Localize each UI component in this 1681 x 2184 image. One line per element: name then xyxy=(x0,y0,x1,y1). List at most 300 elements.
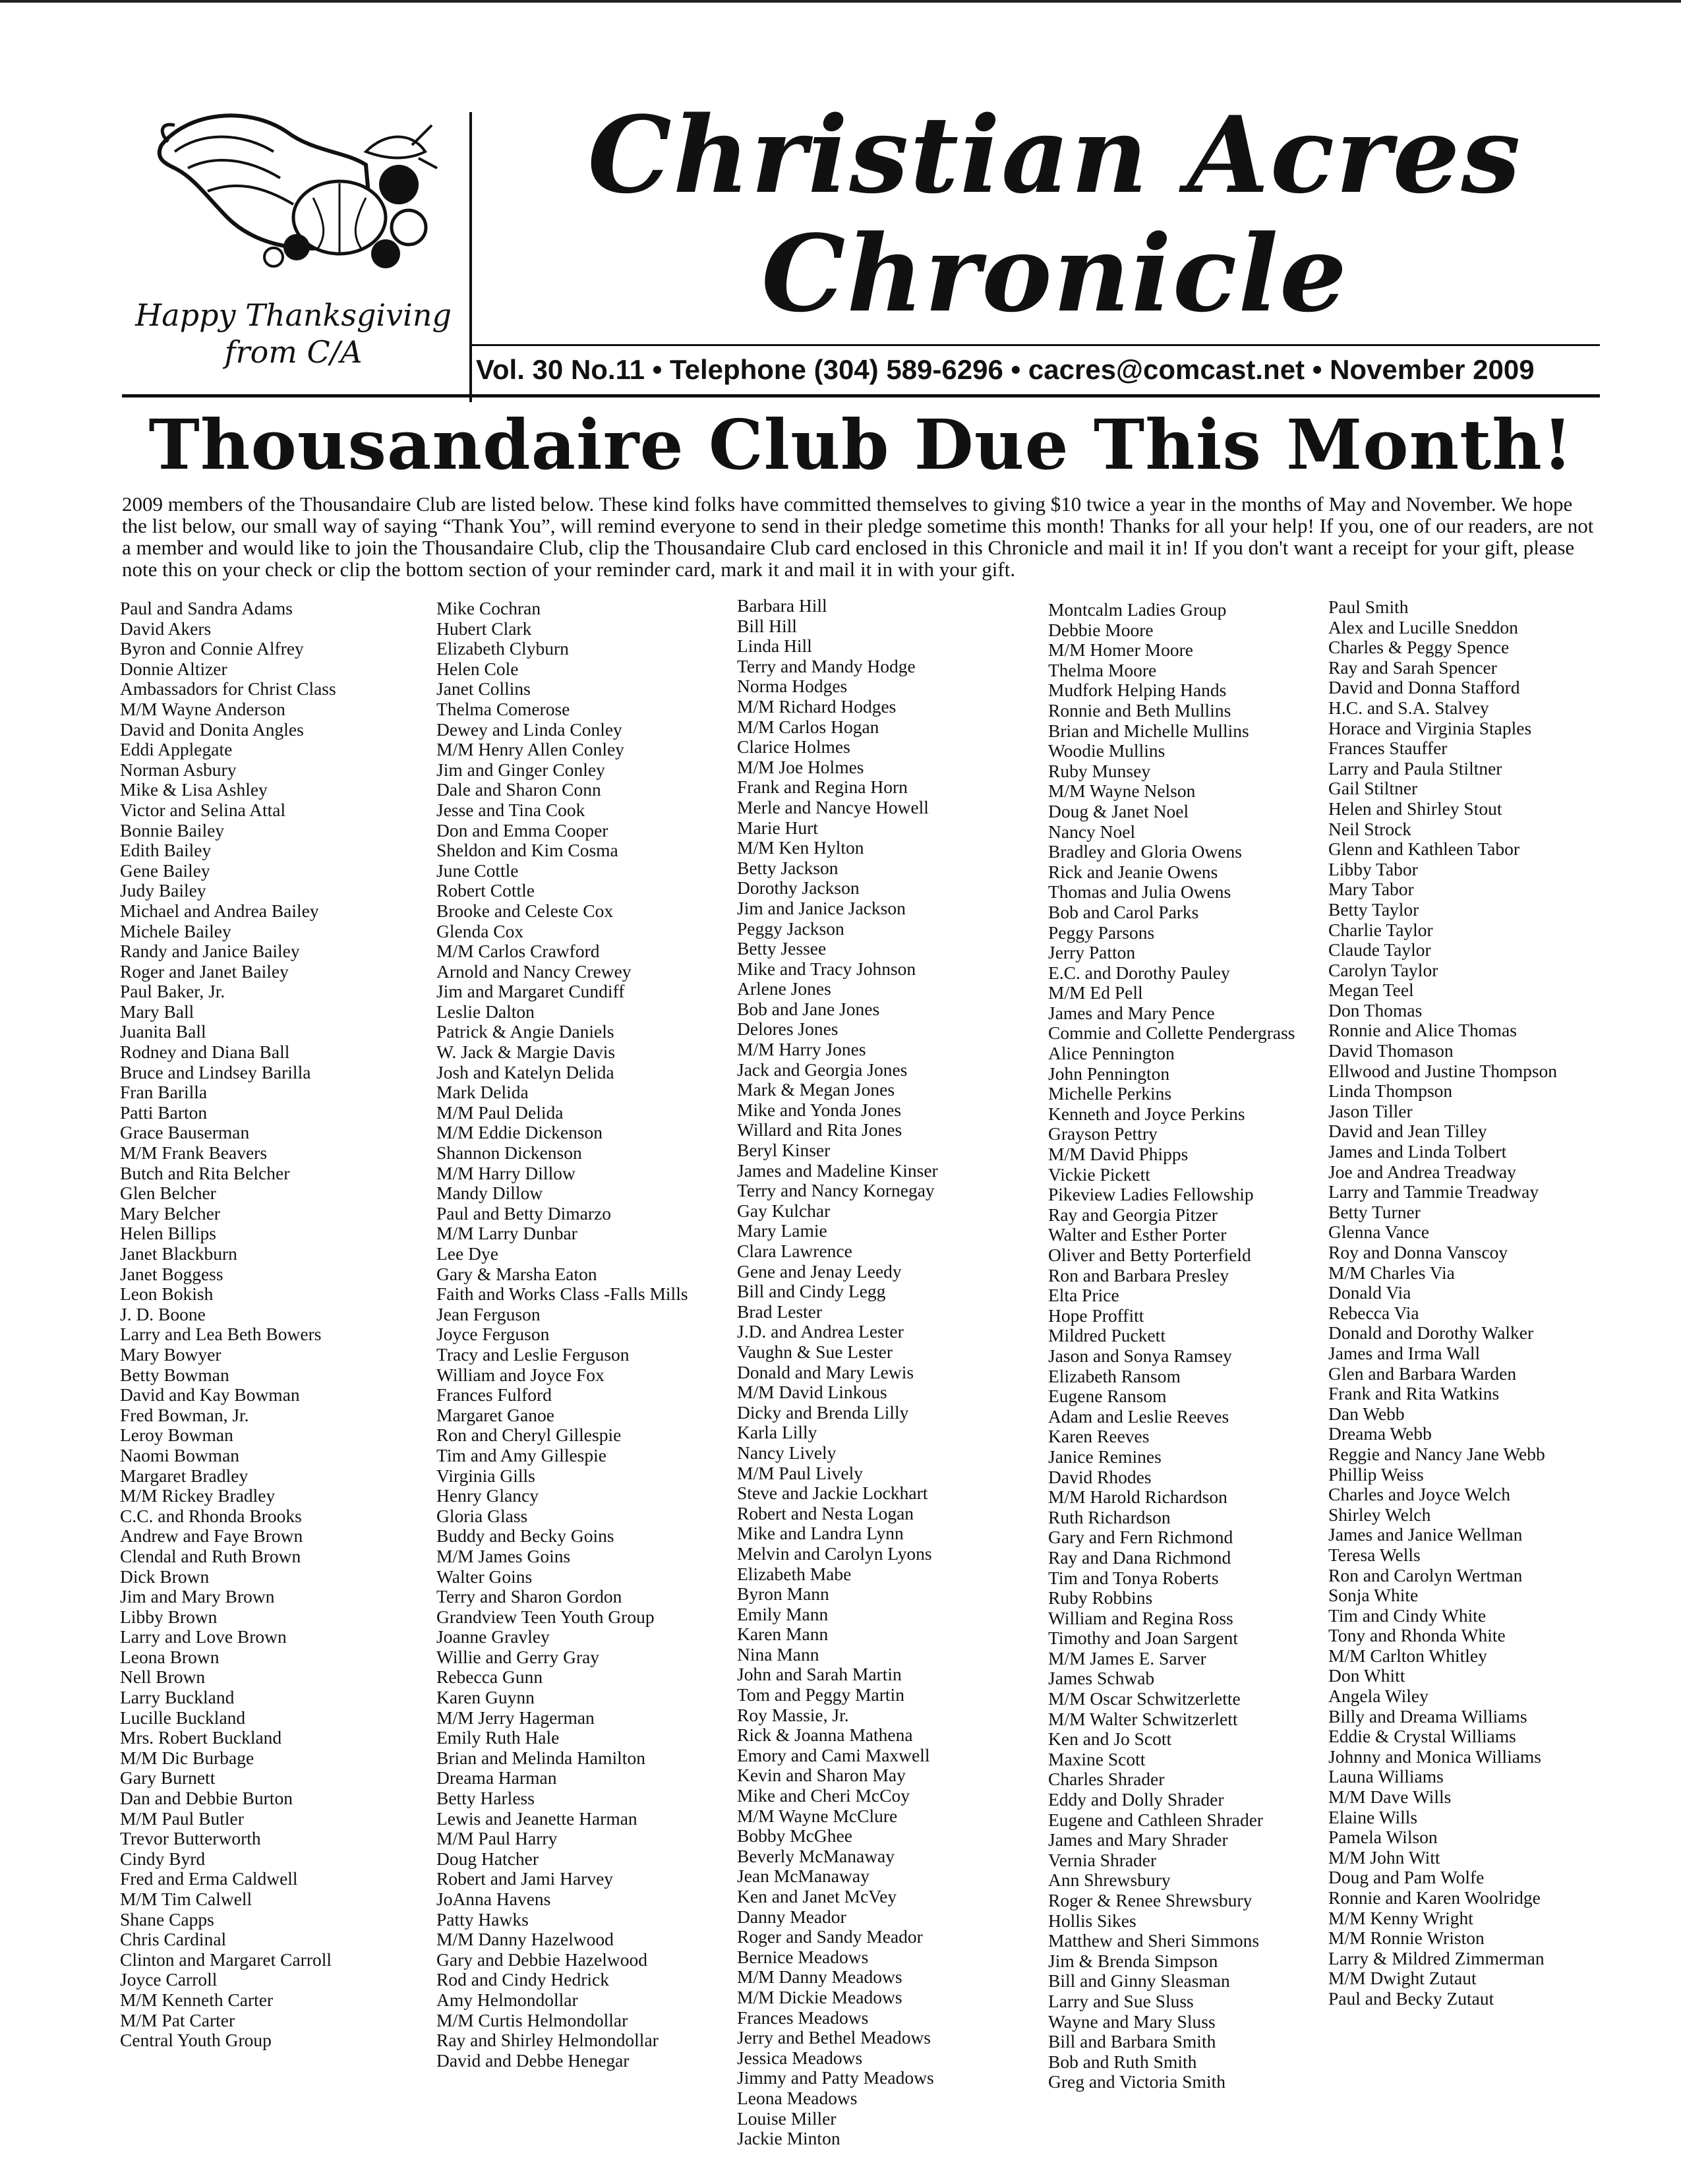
title-line-1: Christian Acres xyxy=(587,93,1522,217)
member-name: Mike and Tracy Johnson xyxy=(737,958,916,979)
member-name: Bill and Barbara Smith xyxy=(1048,2031,1216,2052)
member-name: Dewey and Linda Conley xyxy=(436,719,622,740)
member-name: Jim and Ginger Conley xyxy=(436,759,605,780)
member-name: Nancy Lively xyxy=(737,1442,837,1463)
member-name: Leroy Bowman xyxy=(120,1425,233,1446)
member-name: Sonja White xyxy=(1328,1585,1419,1606)
member-name: M/M Homer Moore xyxy=(1048,639,1193,661)
member-name: Frank and Rita Watkins xyxy=(1328,1383,1500,1404)
member-name: M/M David Linkous xyxy=(737,1382,887,1403)
member-name: Mike and Landra Lynn xyxy=(737,1523,904,1544)
member-name: Dan Webb xyxy=(1328,1403,1405,1424)
member-name: Doug Hatcher xyxy=(436,1848,539,1869)
member-name: M/M Harold Richardson xyxy=(1048,1487,1227,1508)
member-name: Lee Dye xyxy=(436,1243,498,1264)
member-name: JoAnna Havens xyxy=(436,1889,551,1909)
member-name: M/M Tim Calwell xyxy=(120,1889,252,1909)
member-name: Paul and Betty Dimarzo xyxy=(436,1202,612,1224)
member-name: Shane Capps xyxy=(120,1908,214,1930)
member-name: Emily Ruth Hale xyxy=(436,1727,560,1748)
member-name: Betty Jackson xyxy=(737,857,839,878)
member-name: Hubert Clark xyxy=(436,618,532,639)
member-name: Mary Lamie xyxy=(737,1220,827,1241)
member-name: M/M Kenny Wright xyxy=(1328,1907,1473,1928)
member-name: E.C. and Dorothy Pauley xyxy=(1048,962,1230,983)
member-name: W. Jack & Margie Davis xyxy=(436,1042,616,1063)
member-name: Josh and Katelyn Delida xyxy=(436,1061,614,1082)
member-name: Greg and Victoria Smith xyxy=(1048,2071,1225,2092)
member-name: Elizabeth Mabe xyxy=(737,1563,852,1584)
member-name: Bob and Ruth Smith xyxy=(1048,2051,1197,2072)
member-name: Norman Asbury xyxy=(120,759,237,780)
member-name: David Thomason xyxy=(1328,1040,1454,1061)
member-name: Ray and Sarah Spencer xyxy=(1328,657,1497,678)
member-name: Betty Harless xyxy=(436,1788,535,1809)
member-name: Linda Thompson xyxy=(1328,1080,1453,1102)
member-name: Helen Cole xyxy=(436,658,519,679)
member-name: David and Kay Bowman xyxy=(120,1384,300,1405)
member-name: Norma Hodges xyxy=(737,676,848,697)
member-name: M/M Harry Jones xyxy=(737,1039,866,1060)
member-name: Glen Belcher xyxy=(120,1183,216,1204)
member-name: Larry and Tammie Treadway xyxy=(1328,1181,1539,1202)
member-name: Don and Emma Cooper xyxy=(436,819,608,841)
member-name: Grayson Pettry xyxy=(1048,1123,1158,1144)
member-name: Eugene and Cathleen Shrader xyxy=(1048,1809,1264,1830)
member-name: Jim and Janice Jackson xyxy=(737,897,906,918)
member-name: Virginia Gills xyxy=(436,1465,535,1486)
member-name: Ken and Janet McVey xyxy=(737,1886,897,1906)
member-name: Lucille Buckland xyxy=(120,1707,246,1728)
member-name: Rod and Cindy Hedrick xyxy=(436,1969,609,1990)
member-name: Robert Cottle xyxy=(436,880,535,901)
masthead-logo-block xyxy=(122,99,465,382)
member-name: Kenneth and Joyce Perkins xyxy=(1048,1103,1245,1124)
member-name: M/M Larry Dunbar xyxy=(436,1223,577,1244)
volume-info-line: Vol. 30 No.11 • Telephone (304) 589-6296 • cacres@comcast.net • November 2009 xyxy=(476,354,1535,385)
member-name: Donnie Altizer xyxy=(120,658,227,679)
member-name: M/M Wayne Anderson xyxy=(120,698,285,719)
member-name: Chris Cardinal xyxy=(120,1929,227,1950)
member-name: Ambassadors for Christ Class xyxy=(120,678,336,699)
member-name: Robert and Jami Harvey xyxy=(436,1868,614,1889)
member-name: Mike & Lisa Ashley xyxy=(120,779,268,800)
member-name: Danny Meador xyxy=(737,1906,846,1927)
member-name: Fran Barilla xyxy=(120,1082,208,1103)
member-name: Kevin and Sharon May xyxy=(737,1765,906,1786)
member-name: M/M Eddie Dickenson xyxy=(436,1122,603,1143)
member-name: Michael and Andrea Bailey xyxy=(120,900,319,921)
member-name: Roy Massie, Jr. xyxy=(737,1704,849,1725)
member-name: Glenna Vance xyxy=(1328,1222,1429,1243)
member-name: Cindy Byrd xyxy=(120,1848,206,1869)
member-name: Ray and Shirley Helmondollar xyxy=(436,2030,659,2051)
member-name: Steve and Jackie Lockhart xyxy=(737,1483,928,1504)
member-name: Grace Bauserman xyxy=(120,1122,250,1143)
member-name: Joyce Ferguson xyxy=(436,1324,550,1345)
member-name: Fred and Erma Caldwell xyxy=(120,1868,298,1889)
member-name: Gary and Debbie Hazelwood xyxy=(436,1949,647,1970)
member-name: M/M David Phipps xyxy=(1048,1144,1189,1165)
member-name: James and Janice Wellman xyxy=(1328,1524,1523,1545)
member-name: Nell Brown xyxy=(120,1667,206,1688)
member-name: M/M Richard Hodges xyxy=(737,695,897,717)
member-name: Ruby Robbins xyxy=(1048,1587,1153,1608)
member-name: Libby Brown xyxy=(120,1606,218,1627)
member-name: Leona Brown xyxy=(120,1646,220,1667)
member-name: Tracy and Leslie Ferguson xyxy=(436,1343,630,1365)
member-name: Joanne Gravley xyxy=(436,1626,550,1647)
member-name: Arnold and Nancy Crewey xyxy=(436,960,632,982)
member-name: Brian and Melinda Hamilton xyxy=(436,1747,645,1768)
member-name: Randy and Janice Bailey xyxy=(120,941,300,962)
member-name: M/M Ronnie Wriston xyxy=(1328,1928,1485,1949)
member-name: Merle and Nancye Howell xyxy=(737,796,929,817)
member-name: Bob and Carol Parks xyxy=(1048,901,1199,922)
member-name: Mike and Cheri McCoy xyxy=(737,1785,910,1806)
member-name: Janet Collins xyxy=(436,678,531,699)
member-name: Ron and Barbara Presley xyxy=(1048,1264,1229,1285)
member-name: Clendal and Ruth Brown xyxy=(120,1545,301,1566)
member-name: Victor and Selina Attal xyxy=(120,799,286,820)
member-name: Bill and Cindy Legg xyxy=(737,1281,886,1302)
member-name: Tony and Rhonda White xyxy=(1328,1625,1506,1646)
member-name: David Rhodes xyxy=(1048,1466,1152,1487)
member-name: Brian and Michelle Mullins xyxy=(1048,720,1249,741)
member-name: Grandview Teen Youth Group xyxy=(436,1606,655,1627)
member-name: Adam and Leslie Reeves xyxy=(1048,1405,1229,1427)
member-name: Larry & Mildred Zimmerman xyxy=(1328,1947,1545,1968)
member-name: Roy and Donna Vanscoy xyxy=(1328,1242,1508,1262)
member-name: Henry Glancy xyxy=(436,1485,539,1506)
member-name: Peggy Parsons xyxy=(1048,922,1155,943)
member-name: Mildred Puckett xyxy=(1048,1325,1165,1346)
member-name: David and Jean Tilley xyxy=(1328,1121,1487,1142)
member-name: Tim and Amy Gillespie xyxy=(436,1444,606,1465)
member-name: M/M Wayne McClure xyxy=(737,1805,898,1826)
member-name: Thelma Moore xyxy=(1048,659,1157,680)
member-name: Bob and Jane Jones xyxy=(737,998,880,1019)
member-name: Edith Bailey xyxy=(120,840,212,861)
member-name: Shannon Dickenson xyxy=(436,1142,582,1164)
member-name: M/M Frank Beavers xyxy=(120,1142,268,1164)
member-name: M/M Ken Hylton xyxy=(737,837,864,858)
member-name: Don Whitt xyxy=(1328,1665,1405,1686)
member-name: Mandy Dillow xyxy=(436,1183,543,1204)
member-name: Jason and Sonya Ramsey xyxy=(1048,1345,1232,1366)
member-name: M/M Dickie Meadows xyxy=(737,1986,902,2007)
member-name: Angela Wiley xyxy=(1328,1686,1429,1707)
greeting-line-2: from C/A xyxy=(224,334,363,370)
member-name: Neil Strock xyxy=(1328,818,1412,839)
member-name: James and Mary Pence xyxy=(1048,1002,1215,1023)
member-name: Charlie Taylor xyxy=(1328,919,1433,940)
member-name: Roger and Sandy Meador xyxy=(737,1926,923,1947)
member-name: Arlene Jones xyxy=(737,978,831,999)
member-name: Teresa Wells xyxy=(1328,1544,1421,1565)
member-name: Pikeview Ladies Fellowship xyxy=(1048,1184,1254,1205)
member-name: Margaret Bradley xyxy=(120,1465,249,1486)
member-name: Claude Taylor xyxy=(1328,939,1431,960)
member-name: Betty Jessee xyxy=(737,938,827,959)
member-name: Faith and Works Class -Falls Mills xyxy=(436,1284,688,1305)
member-name: Leslie Dalton xyxy=(436,1001,535,1022)
member-name: Betty Turner xyxy=(1328,1201,1421,1222)
member-name: Reggie and Nancy Jane Webb xyxy=(1328,1443,1545,1464)
member-name: H.C. and S.A. Stalvey xyxy=(1328,697,1489,718)
member-name: Doug and Pam Wolfe xyxy=(1328,1867,1485,1888)
member-name: Gloria Glass xyxy=(436,1505,528,1526)
member-name: Frank and Regina Horn xyxy=(737,777,908,798)
member-name: John Pennington xyxy=(1048,1063,1170,1084)
member-name: M/M Carlos Crawford xyxy=(436,941,600,962)
member-name: Nina Mann xyxy=(737,1643,819,1665)
member-name: Doug & Janet Noel xyxy=(1048,800,1189,821)
member-name: Gene and Jenay Leedy xyxy=(737,1260,902,1282)
member-name: Billy and Dreama Williams xyxy=(1328,1705,1527,1727)
member-name: Montcalm Ladies Group xyxy=(1048,599,1227,620)
member-name: Jean McManaway xyxy=(737,1866,870,1887)
member-name: Margaret Ganoe xyxy=(436,1404,554,1425)
member-name: Horace and Virginia Staples xyxy=(1328,717,1532,738)
member-name: Debbie Moore xyxy=(1048,619,1154,640)
member-name: Beverly McManaway xyxy=(737,1845,895,1866)
member-name: Bernice Meadows xyxy=(737,1946,869,1967)
member-name: Gary & Marsha Eaton xyxy=(436,1263,597,1284)
masthead-rule-lower xyxy=(122,394,1600,398)
member-name: Larry and Sue Sluss xyxy=(1048,1990,1194,2011)
member-name: Melvin and Carolyn Lyons xyxy=(737,1543,932,1564)
member-name: Leona Meadows xyxy=(737,2087,858,2108)
member-name: Johnny and Monica Williams xyxy=(1328,1746,1542,1767)
member-name: Launa Williams xyxy=(1328,1766,1444,1787)
member-name: Rick & Joanna Mathena xyxy=(737,1725,913,1746)
member-name: Wayne and Mary Sluss xyxy=(1048,2011,1216,2032)
member-name: Amy Helmondollar xyxy=(436,1989,578,2010)
member-name: Hope Proffitt xyxy=(1048,1305,1144,1326)
member-name: Paul Smith xyxy=(1328,597,1409,617)
title-line-2: Chronicle xyxy=(761,212,1348,336)
member-name: Mary Tabor xyxy=(1328,879,1414,900)
member-name: Helen and Shirley Stout xyxy=(1328,798,1502,819)
member-name: Matthew and Sheri Simmons xyxy=(1048,1930,1260,1951)
member-name: Nancy Noel xyxy=(1048,821,1136,842)
member-name: Willard and Rita Jones xyxy=(737,1119,902,1140)
member-name: Ann Shrewsbury xyxy=(1048,1870,1171,1891)
member-name: Paul and Sandra Adams xyxy=(120,598,293,618)
thanksgiving-greeting xyxy=(122,297,465,370)
member-name: M/M Joe Holmes xyxy=(737,756,864,777)
member-name: Byron Mann xyxy=(737,1583,829,1605)
member-name: Charles Shrader xyxy=(1048,1769,1165,1790)
member-name: Dicky and Brenda Lilly xyxy=(737,1402,909,1423)
member-name: Frances Meadows xyxy=(737,2007,869,2028)
member-name: M/M Paul Harry xyxy=(436,1828,558,1849)
member-name: Michele Bailey xyxy=(120,920,231,941)
member-name: Terry and Mandy Hodge xyxy=(737,655,916,676)
member-name: William and Regina Ross xyxy=(1048,1607,1233,1628)
member-name: Bill and Ginny Sleasman xyxy=(1048,1970,1230,1992)
member-name: M/M James E. Sarver xyxy=(1048,1647,1206,1668)
member-name: M/M Jerry Hagerman xyxy=(436,1707,595,1728)
member-name: Mary Ball xyxy=(120,1001,194,1022)
member-name: Clarice Holmes xyxy=(737,736,850,757)
member-name: Dick Brown xyxy=(120,1566,210,1587)
headline: Thousandaire Club Due This Month! xyxy=(148,404,1574,485)
member-name: Helen Billips xyxy=(120,1223,216,1244)
member-name: C.C. and Rhonda Brooks xyxy=(120,1505,302,1526)
member-name: Eddy and Dolly Shrader xyxy=(1048,1789,1224,1810)
member-name: Frances Fulford xyxy=(436,1384,552,1405)
member-name: M/M Pat Carter xyxy=(120,2009,235,2030)
member-name: Fred Bowman, Jr. xyxy=(120,1404,249,1425)
member-name: Elizabeth Ransom xyxy=(1048,1365,1181,1386)
member-name: Tim and Cindy White xyxy=(1328,1605,1487,1626)
member-name: M/M Henry Allen Conley xyxy=(436,739,624,760)
member-name: M/M James Goins xyxy=(436,1545,571,1566)
member-name: Naomi Bowman xyxy=(120,1444,240,1465)
member-name: M/M Dwight Zutaut xyxy=(1328,1968,1477,1989)
member-name: David Akers xyxy=(120,618,212,639)
member-name: Woodie Mullins xyxy=(1048,740,1165,761)
member-name: M/M Ed Pell xyxy=(1048,982,1143,1003)
member-name: Ray and Georgia Pitzer xyxy=(1048,1204,1218,1225)
member-name: M/M Walter Schwitzerlett xyxy=(1048,1708,1238,1729)
member-name: Andrew and Faye Brown xyxy=(120,1525,303,1547)
member-name: Terry and Sharon Gordon xyxy=(436,1586,622,1607)
member-name: Butch and Rita Belcher xyxy=(120,1162,290,1183)
member-name: Jim & Brenda Simpson xyxy=(1048,1950,1218,1971)
member-name: Dorothy Jackson xyxy=(737,877,860,899)
member-name: Mary Bowyer xyxy=(120,1343,221,1365)
member-name: Emily Mann xyxy=(737,1603,829,1624)
member-name: Oliver and Betty Porterfield xyxy=(1048,1245,1251,1265)
member-name: M/M John Witt xyxy=(1328,1846,1440,1868)
member-name: Walter and Esther Porter xyxy=(1048,1224,1227,1245)
member-name: Hollis Sikes xyxy=(1048,1910,1136,1931)
member-name: Charles & Peggy Spence xyxy=(1328,637,1510,658)
member-name: Jimmy and Patty Meadows xyxy=(737,2067,934,2088)
member-name: Jerry Patton xyxy=(1048,942,1136,963)
member-column-4 xyxy=(1048,600,1295,2092)
member-name: Megan Teel xyxy=(1328,980,1414,1001)
member-name: Ronnie and Karen Woolridge xyxy=(1328,1887,1541,1908)
member-name: James and Madeline Kinser xyxy=(737,1160,938,1181)
member-name: Bonnie Bailey xyxy=(120,819,225,841)
member-name: Delores Jones xyxy=(737,1018,839,1040)
member-name: Dan and Debbie Burton xyxy=(120,1788,293,1809)
member-name: M/M Dic Burbage xyxy=(120,1747,254,1768)
member-name: M/M Carlton Whitley xyxy=(1328,1645,1487,1666)
member-name: Dale and Sharon Conn xyxy=(436,779,601,800)
member-name: Tim and Tonya Roberts xyxy=(1048,1567,1219,1588)
member-name: Vernia Shrader xyxy=(1048,1849,1157,1870)
member-name: Larry and Love Brown xyxy=(120,1626,287,1647)
member-name: Gene Bailey xyxy=(120,860,210,881)
member-name: Ruth Richardson xyxy=(1048,1506,1171,1527)
member-name: M/M Dave Wills xyxy=(1328,1786,1452,1808)
member-name: Carolyn Taylor xyxy=(1328,959,1438,980)
member-name: M/M Kenneth Carter xyxy=(120,1989,274,2010)
member-name: Linda Hill xyxy=(737,635,812,657)
member-name: Byron and Connie Alfrey xyxy=(120,638,304,659)
member-name: Louise Miller xyxy=(737,2108,837,2129)
member-name: M/M Oscar Schwitzerlette xyxy=(1048,1688,1241,1709)
member-name: Joe and Andrea Treadway xyxy=(1328,1161,1516,1182)
member-name: Clinton and Margaret Carroll xyxy=(120,1949,332,1970)
member-name: Marie Hurt xyxy=(737,817,818,838)
member-name: Commie and Collette Pendergrass xyxy=(1048,1022,1295,1044)
member-name: Roger & Renee Shrewsbury xyxy=(1048,1890,1253,1910)
member-name: Ken and Jo Scott xyxy=(1048,1728,1172,1750)
member-name: M/M Rickey Bradley xyxy=(120,1485,276,1506)
member-name: Buddy and Becky Goins xyxy=(436,1525,614,1547)
member-name: Lewis and Jeanette Harman xyxy=(436,1808,637,1829)
member-name: Glen and Barbara Warden xyxy=(1328,1363,1517,1384)
member-name: Ron and Cheryl Gillespie xyxy=(436,1425,622,1446)
member-name: Glenn and Kathleen Tabor xyxy=(1328,839,1520,860)
member-name: Karen Mann xyxy=(737,1624,829,1645)
member-name: Bobby McGhee xyxy=(737,1825,852,1846)
member-name: Terry and Nancy Kornegay xyxy=(737,1180,935,1201)
member-name: Gail Stiltner xyxy=(1328,778,1418,799)
masthead-rule-upper xyxy=(469,344,1600,346)
member-name: Betty Bowman xyxy=(120,1364,229,1385)
member-name: M/M Paul Lively xyxy=(737,1462,863,1483)
masthead-vertical-rule xyxy=(469,112,472,402)
member-name: Elaine Wills xyxy=(1328,1806,1418,1827)
greeting-line-1: Happy Thanksgiving xyxy=(135,297,452,333)
member-name: Jim and Margaret Cundiff xyxy=(436,981,625,1002)
member-name: Karla Lilly xyxy=(737,1422,817,1443)
member-name: Ray and Dana Richmond xyxy=(1048,1547,1231,1568)
member-name: Patti Barton xyxy=(120,1102,208,1123)
member-name: Betty Taylor xyxy=(1328,899,1419,920)
member-name: Jesse and Tina Cook xyxy=(436,799,585,820)
member-name: M/M Charles Via xyxy=(1328,1262,1455,1283)
member-name: Rick and Jeanie Owens xyxy=(1048,861,1218,882)
member-name: Vaughn & Sue Lester xyxy=(737,1341,893,1362)
member-name: M/M Paul Butler xyxy=(120,1808,244,1829)
member-name: Larry and Paula Stiltner xyxy=(1328,757,1502,779)
member-column-3 xyxy=(737,596,938,2149)
member-name: Brad Lester xyxy=(737,1301,823,1322)
member-name: Frances Stauffer xyxy=(1328,738,1448,759)
member-name: Rebecca Gunn xyxy=(436,1667,543,1688)
member-name: M/M Wayne Nelson xyxy=(1048,781,1196,802)
member-name: Alex and Lucille Sneddon xyxy=(1328,616,1518,637)
member-name: June Cottle xyxy=(436,860,519,881)
member-name: Glenda Cox xyxy=(436,920,524,941)
member-name: Barbara Hill xyxy=(737,595,827,616)
member-name: Libby Tabor xyxy=(1328,858,1418,879)
member-name: Thelma Comerose xyxy=(436,698,570,719)
member-name: J.D. and Andrea Lester xyxy=(737,1321,904,1342)
member-name: Joyce Carroll xyxy=(120,1969,218,1990)
member-name: Ron and Carolyn Wertman xyxy=(1328,1564,1523,1585)
member-name: Shirley Welch xyxy=(1328,1504,1431,1525)
member-column-2 xyxy=(436,599,688,2071)
member-name: Trevor Butterworth xyxy=(120,1828,261,1849)
member-name: Jim and Mary Brown xyxy=(120,1586,275,1607)
member-name: John and Sarah Martin xyxy=(737,1664,902,1685)
cornucopia-icon xyxy=(148,105,438,283)
member-name: Charles and Joyce Welch xyxy=(1328,1484,1511,1505)
member-name: Eugene Ransom xyxy=(1048,1386,1167,1407)
newsletter-title xyxy=(501,93,1608,336)
member-name: Elta Price xyxy=(1048,1285,1119,1306)
member-name: Juanita Ball xyxy=(120,1021,206,1042)
